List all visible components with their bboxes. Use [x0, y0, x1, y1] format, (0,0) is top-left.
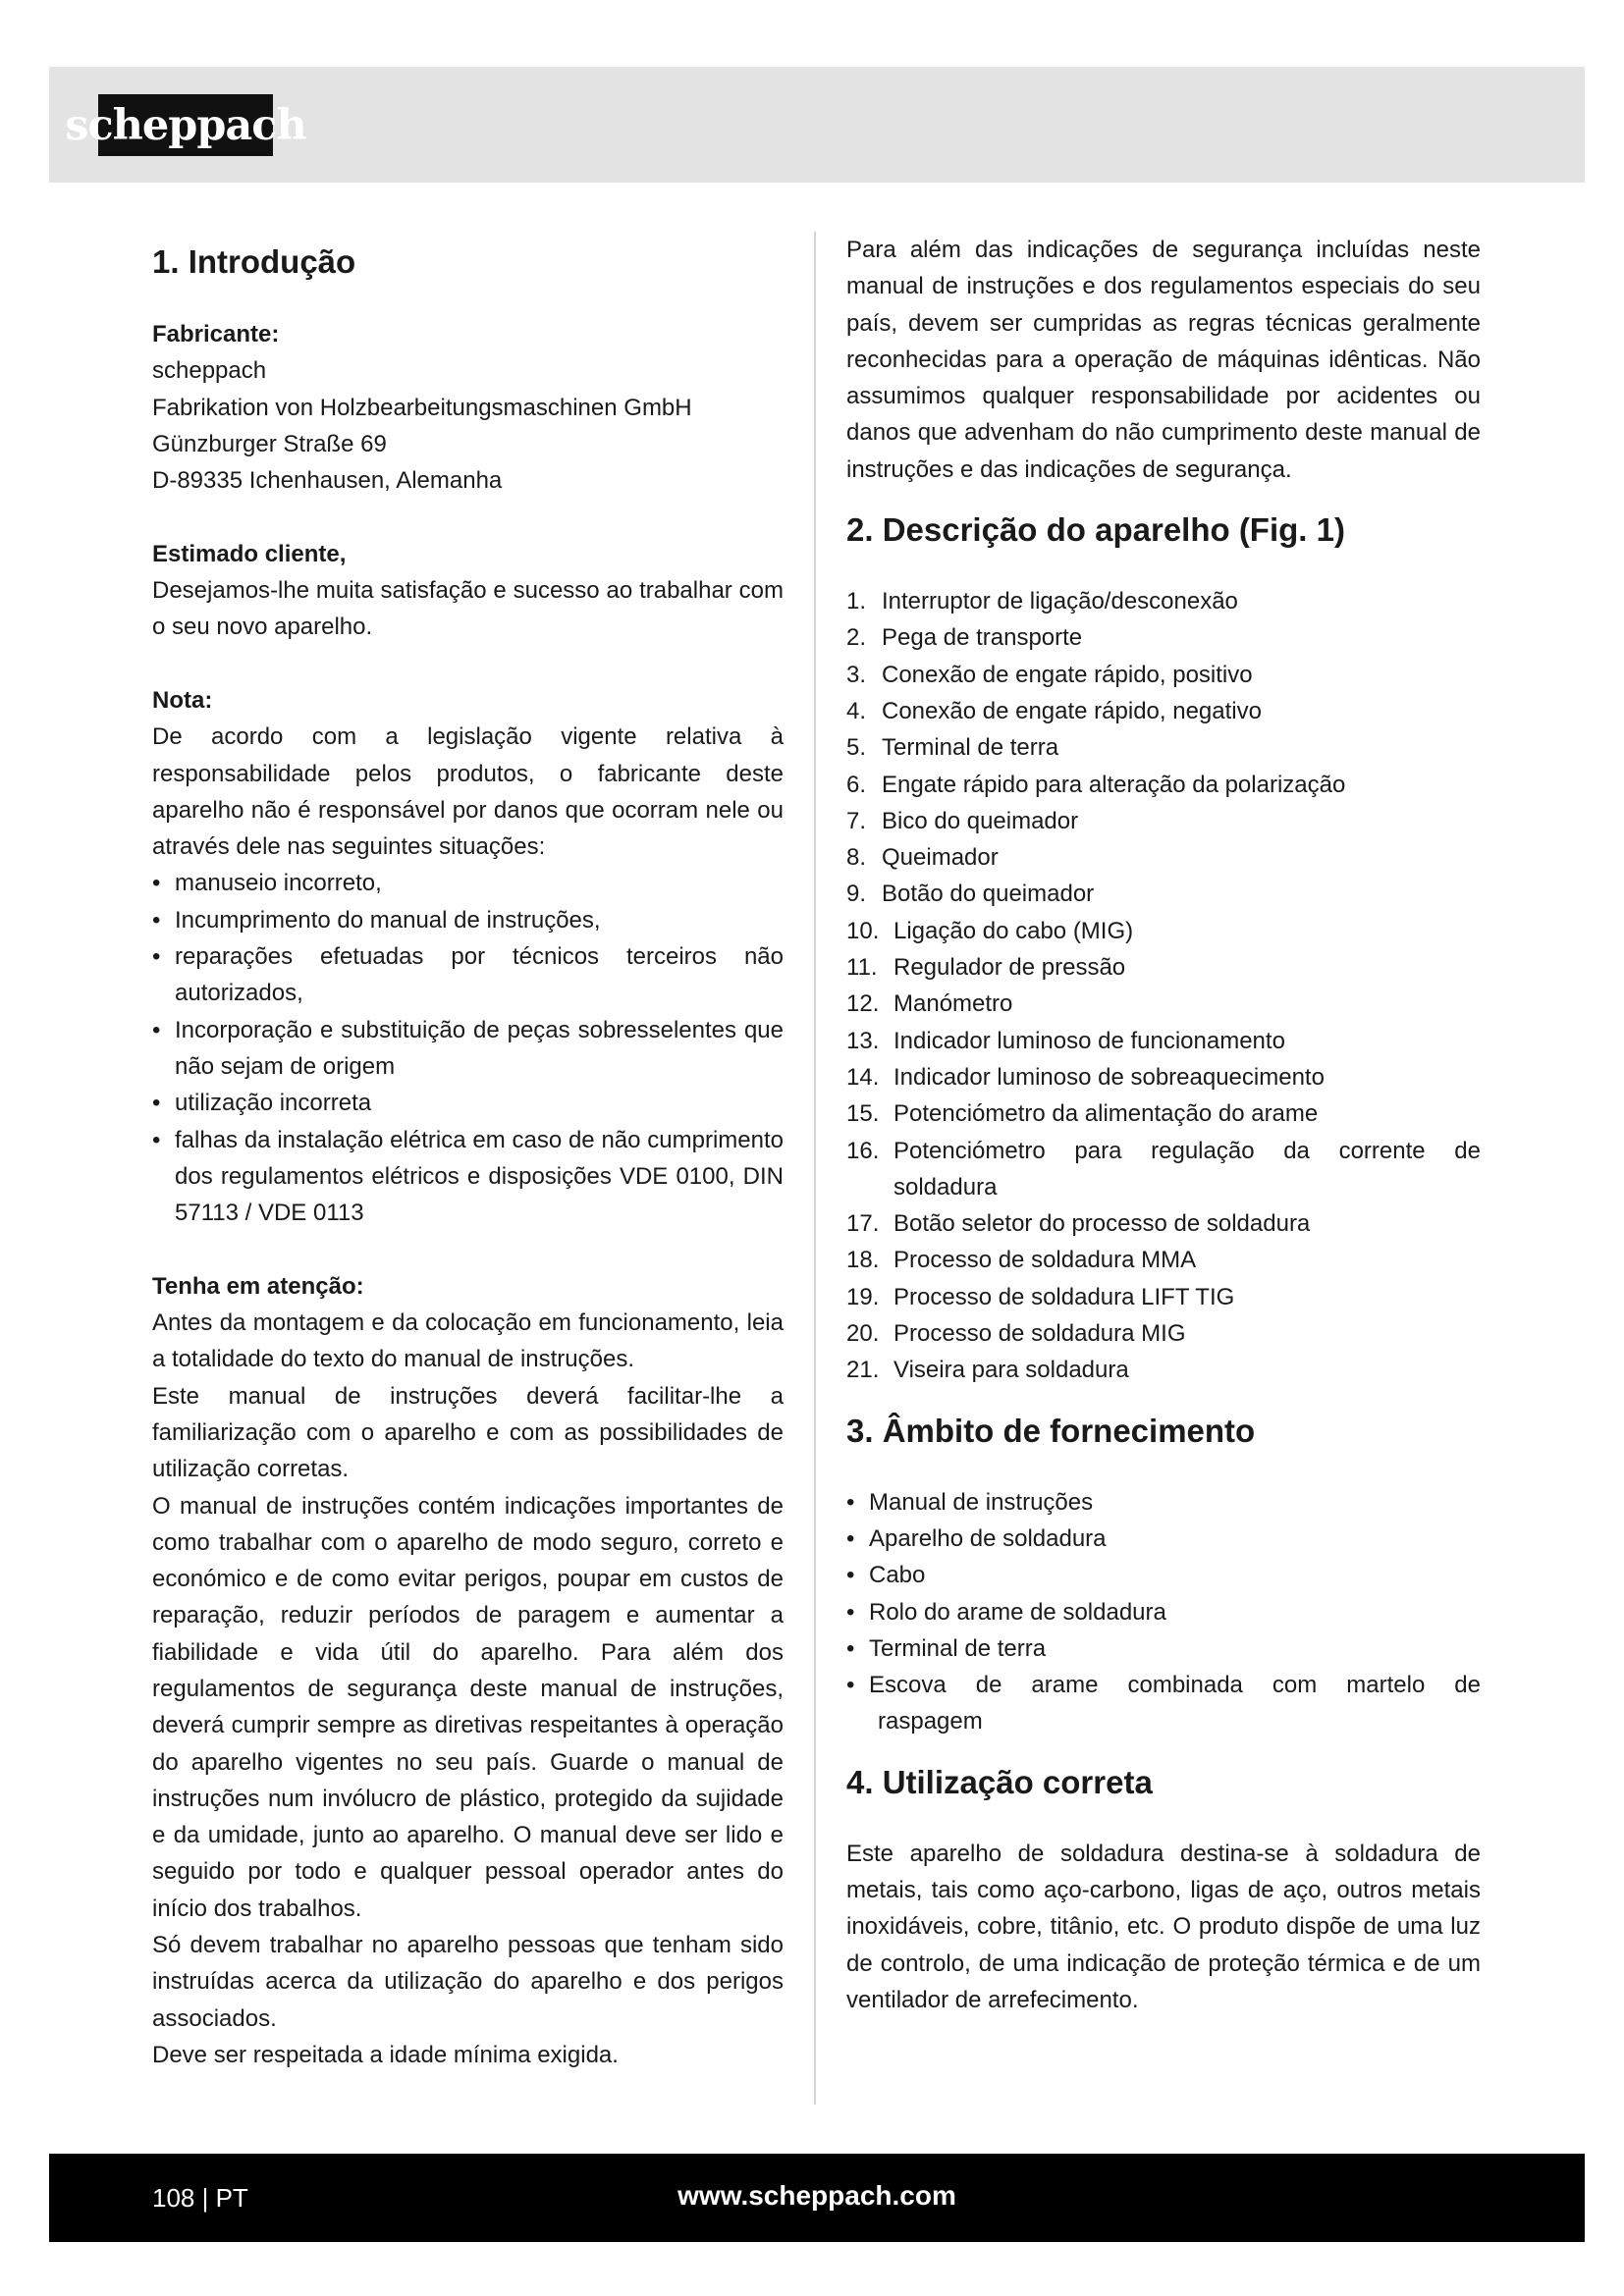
part-item [846, 876, 1481, 912]
part-number: 17. [846, 1210, 880, 1238]
attention-paragraph: Deve ser respeitada a idade mínima exigida. [152, 2041, 619, 2068]
part-number: 15. [846, 1100, 880, 1128]
section-heading-intended-use: 4. Utilização correta [846, 1763, 1153, 1800]
delivery-item-label: Cabo [869, 1562, 926, 1589]
part-label: Processo de soldadura MMA [893, 1247, 1197, 1274]
part-number: 9. [846, 881, 867, 908]
part-number: 14. [846, 1063, 880, 1091]
delivery-items-list [846, 1484, 1481, 1740]
part-number: 18. [846, 1247, 880, 1274]
part-item [846, 913, 1481, 949]
attention-paragraph: Antes da montagem e da colocação em funcionamento, leia a totalidade do texto do manual de instruções. [152, 1309, 784, 1373]
part-label: Manómetro [893, 990, 1013, 1018]
part-number: 19. [846, 1283, 880, 1310]
part-item [846, 1279, 1481, 1315]
delivery-item: • Escova de arame combinada com martelo de [846, 1667, 1481, 1703]
part-label: Processo de soldadura MIG [893, 1320, 1186, 1348]
part-number: 13. [846, 1027, 880, 1054]
manufacturer-line: Günzburger Straße 69 [152, 430, 387, 457]
attention-paragraph: Só devem trabalhar no aparelho pessoas que tenham sido instruídas acerca da utilização do aparelho e dos perigos associados. [152, 1932, 784, 2032]
part-item [846, 803, 1481, 839]
delivery-item-label: Escova de arame combinada com martelo de [869, 1672, 1481, 1699]
part-number: 3. [846, 661, 867, 688]
part-item [846, 986, 1481, 1022]
note-bullet: • utilização incorreta [152, 1090, 372, 1117]
part-number: 7. [846, 807, 867, 834]
column-divider [814, 232, 816, 2105]
part-label: Pega de transporte [882, 624, 1083, 652]
part-item [846, 657, 1481, 693]
note-bullet: • reparações efetuadas por técnicos terceiros não autorizados, [152, 943, 784, 1007]
delivery-item-label: Manual de instruções [869, 1488, 1094, 1516]
part-label-continuation: soldadura [893, 1173, 998, 1201]
part-item [846, 1352, 1481, 1388]
part-item [846, 583, 1481, 619]
manufacturer-line: scheppach [152, 357, 267, 385]
part-number: 20. [846, 1320, 880, 1348]
part-number: 4. [846, 697, 867, 724]
part-number: 21. [846, 1357, 880, 1384]
delivery-item: • Rolo do arame de soldadura [846, 1594, 1481, 1630]
part-label: Potenciómetro para regulação da corrente de [893, 1137, 1481, 1164]
device-parts-list [846, 583, 1481, 1389]
brand-logo: scheppach [98, 94, 273, 156]
part-number: 12. [846, 990, 880, 1018]
part-number: 10. [846, 917, 880, 944]
part-number: 1. [846, 588, 867, 615]
part-label: Processo de soldadura LIFT TIG [893, 1283, 1235, 1310]
part-label: Conexão de engate rápido, positivo [882, 661, 1253, 688]
greeting-text: Desejamos-lhe muita satisfação e sucesso ao trabalhar com o seu novo aparelho. [152, 577, 784, 641]
part-item [846, 1242, 1481, 1278]
delivery-item: • Cabo [846, 1557, 1481, 1593]
section-heading-description: 2. Descrição do aparelho (Fig. 1) [846, 511, 1345, 549]
part-label: Viseira para soldadura [893, 1357, 1129, 1384]
part-item [846, 1095, 1481, 1132]
delivery-item: • Aparelho de soldadura [846, 1521, 1481, 1557]
delivery-item: • Manual de instruções [846, 1484, 1481, 1521]
part-item [846, 729, 1481, 766]
part-item [846, 839, 1481, 876]
part-label: Ligação do cabo (MIG) [893, 917, 1134, 944]
note-bullet: • Incumprimento do manual de instruções, [152, 906, 601, 934]
delivery-item: • Terminal de terra [846, 1630, 1481, 1667]
part-label: Botão do queimador [882, 881, 1095, 908]
part-label: Botão seletor do processo de soldadura [893, 1210, 1311, 1238]
part-number: 6. [846, 771, 867, 798]
part-item [846, 949, 1481, 986]
right-column [846, 232, 1481, 2018]
part-label: Engate rápido para alteração da polarização [882, 771, 1346, 798]
delivery-item-label: Aparelho de soldadura [869, 1524, 1107, 1552]
part-item [846, 1315, 1481, 1352]
part-label: Interruptor de ligação/desconexão [882, 588, 1238, 615]
part-number: 16. [846, 1137, 880, 1164]
page-number: 108 | PT [152, 2183, 248, 2213]
part-label: Queimador [882, 844, 999, 872]
intended-use-text: Este aparelho de soldadura destina-se à soldadura de metais, tais como aço-carbono, ligas de aço, outros metais inoxidáveis, cobre, titânio, etc. O produto dispõe de uma luz de controlo, de uma indicação de proteção térmica e de um ventilador de arrefecimento. [846, 1840, 1481, 2013]
part-number: 11. [846, 954, 878, 982]
page-header [49, 67, 1585, 183]
part-number: 8. [846, 844, 867, 872]
note-label: Nota: [152, 686, 213, 714]
section-heading-introduction: 1. Introdução [152, 243, 356, 280]
attention-label: Tenha em atenção: [152, 1272, 364, 1300]
note-bullet: • falhas da instalação elétrica em caso de não cumprimento dos regulamentos elétricos e disposições VDE 0100, DIN 57113 / VDE 0113 [152, 1126, 784, 1227]
website-link[interactable]: www.scheppach.com [677, 2180, 956, 2211]
manufacturer-line: Fabrikation von Holzbearbeitungsmaschinen GmbH [152, 394, 692, 421]
safety-paragraph: Para além das indicações de segurança incluídas neste manual de instruções e dos regulamentos especiais do seu país, devem ser cumpridas as regras técnicas geralmente reconhecidas para a operação de máquinas idênticas. Não assumimos qualquer responsabilidade por acidentes ou danos que advenham do não cumprimento deste manual de instruções e das indicações de segurança. [846, 237, 1481, 483]
part-label: Potenciómetro da alimentação do arame [893, 1100, 1319, 1128]
manufacturer-label: Fabricante: [152, 321, 280, 347]
part-item [846, 1059, 1481, 1095]
part-item [846, 693, 1481, 729]
greeting-label: Estimado cliente, [152, 540, 347, 567]
part-number: 2. [846, 624, 867, 652]
part-item [846, 619, 1481, 656]
delivery-item-label: Rolo do arame de soldadura [869, 1598, 1166, 1626]
delivery-item-continuation: raspagem [878, 1708, 983, 1735]
part-label: Terminal de terra [882, 734, 1059, 762]
part-number: 5. [846, 734, 867, 762]
page-footer [49, 2154, 1585, 2242]
part-label: Conexão de engate rápido, negativo [882, 697, 1262, 724]
left-column [152, 232, 784, 2073]
section-heading-scope-of-delivery: 3. Âmbito de fornecimento [846, 1412, 1256, 1449]
part-label: Indicador luminoso de sobreaquecimento [893, 1063, 1325, 1091]
part-label: Indicador luminoso de funcionamento [893, 1027, 1285, 1054]
note-text: De acordo com a legislação vigente relativa à responsabilidade pelos produtos, o fabricante deste aparelho não é responsável por danos que ocorram nele ou através dele nas seguintes situações: [152, 723, 784, 861]
attention-paragraph: Este manual de instruções deverá facilitar-lhe a familiarização com o aparelho e com as possibilidades de utilização corretas. [152, 1382, 784, 1483]
part-label: Bico do queimador [882, 807, 1079, 834]
attention-paragraph: O manual de instruções contém indicações importantes de como trabalhar com o aparelho de modo seguro, correto e económico e de como evitar perigos, poupar em custos de reparação, reduzir períodos de paragem e aumentar a fiabilidade e vida útil do aparelho. Para além dos regulamentos de segurança deste manual de instruções, deverá cumprir sempre as diretivas respeitantes à operação do aparelho vigentes no seu país. Guarde o manual de instruções num invólucro de plástico, protegido da sujidade e da umidade, junto ao aparelho. O manual deve ser lido e seguido por todo e qualquer pessoal operador antes do início dos trabalhos. [152, 1492, 784, 1922]
note-bullet: • manuseio incorreto, [152, 870, 382, 897]
part-item [846, 1133, 1481, 1169]
part-label: Regulador de pressão [893, 954, 1126, 982]
note-bullet: • Incorporação e substituição de peças sobresselentes que não sejam de origem [152, 1016, 784, 1080]
part-item [846, 767, 1481, 803]
part-item [846, 1205, 1481, 1242]
delivery-item-label: Terminal de terra [869, 1634, 1047, 1662]
part-item [846, 1023, 1481, 1059]
manufacturer-line: D-89335 Ichenhausen, Alemanha [152, 467, 503, 495]
